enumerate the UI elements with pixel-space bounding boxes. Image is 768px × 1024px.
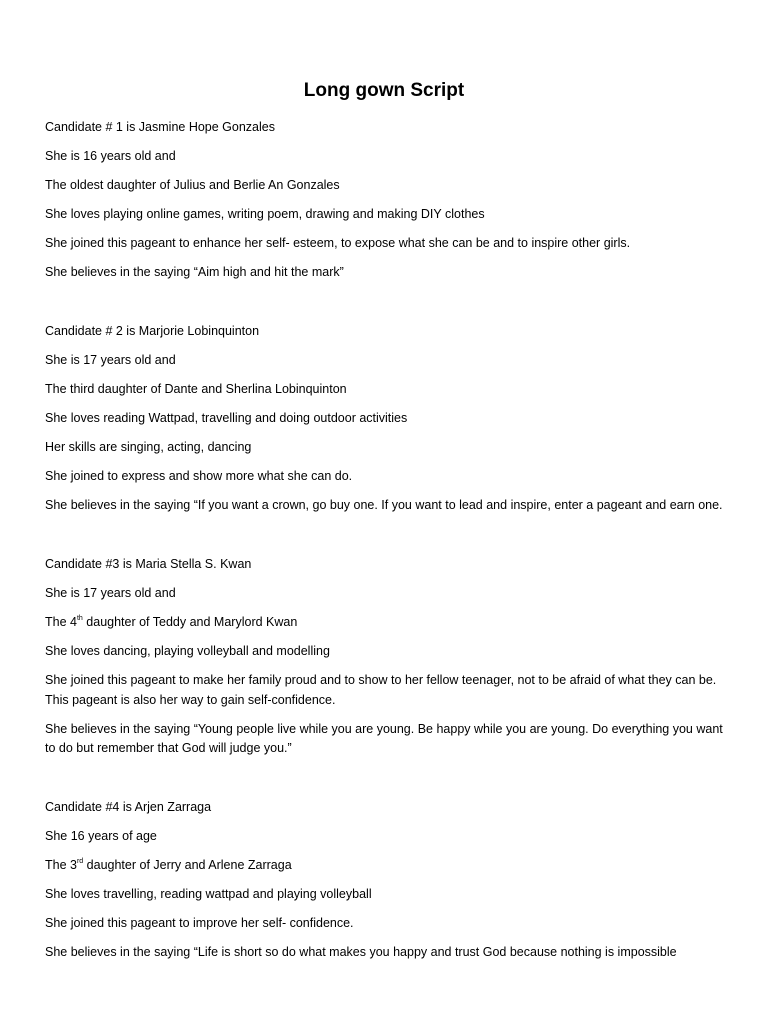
candidate-4-line: She joined this pageant to improve her self- confidence. [45, 916, 354, 930]
candidate-3-line [45, 613, 725, 633]
candidate-2-line: Her skills are singing, acting, dancing [45, 440, 252, 454]
ordinal-number: The 3 [45, 858, 77, 872]
line-remainder: daughter of Jerry and Arlene Zarraga [83, 858, 292, 872]
candidate-2-line: She joined to express and show more what she can do. [45, 469, 353, 483]
candidate-3-line: She loves dancing, playing volleyball and modelling [45, 644, 330, 658]
candidate-4-section [45, 798, 725, 963]
candidate-3-section [45, 555, 725, 759]
page-title: Long gown Script [303, 80, 465, 101]
candidate-1-section [45, 118, 725, 283]
section-gap [45, 292, 725, 322]
ordinal-suffix: th [76, 614, 83, 622]
candidate-4-line: She 16 years of age [45, 829, 157, 843]
candidate-2-line: She loves reading Wattpad, travelling and doing outdoor activities [45, 411, 408, 425]
candidate-1-line: She believes in the saying “Aim high and hit the mark” [45, 265, 344, 279]
section-gap [45, 768, 725, 798]
candidate-4-line: She believes in the saying “Life is short so do what makes you happy and trust God because nothing is impossible [45, 945, 677, 959]
candidate-2-line: Candidate # 2 is Marjorie Lobinquinton [45, 324, 260, 338]
candidate-4-line [45, 856, 725, 876]
candidate-3-line: Candidate #3 is Maria Stella S. Kwan [45, 557, 252, 571]
candidate-1-line: She loves playing online games, writing poem, drawing and making DIY clothes [45, 207, 485, 221]
line-remainder: daughter of Teddy and Marylord Kwan [82, 615, 298, 629]
ordinal-suffix: rd [76, 857, 84, 865]
candidate-3-line: She is 17 years old and [45, 586, 176, 600]
script-body [45, 118, 725, 972]
candidate-2-line: She believes in the saying “If you want a crown, go buy one. If you want to lead and inspire, enter a pageant and earn one. [45, 498, 723, 512]
candidate-2-line: The third daughter of Dante and Sherlina Lobinquinton [45, 382, 347, 396]
candidate-1-line: The oldest daughter of Julius and Berlie An Gonzales [45, 178, 340, 192]
candidate-1-line: She joined this pageant to enhance her self- esteem, to expose what she can be and to inspire other girls. [45, 236, 631, 250]
candidate-2-line: She is 17 years old and [45, 353, 176, 367]
ordinal-number: The 4 [45, 615, 77, 629]
candidate-3-line: She joined this pageant to make her family proud and to show to her fellow teenager, not to be afraid of what they can be. This pageant is also her way to gain self-confidence. [45, 673, 717, 707]
candidate-2-section [45, 322, 725, 516]
section-gap [45, 525, 725, 555]
candidate-1-line: She is 16 years old and [45, 149, 176, 163]
candidate-4-line: Candidate #4 is Arjen Zarraga [45, 800, 212, 814]
candidate-1-line: Candidate # 1 is Jasmine Hope Gonzales [45, 120, 275, 134]
candidate-3-line: She believes in the saying “Young people live while you are young. Be happy while you are young. Do everything you want to do but remember that God will judge you.” [45, 721, 723, 755]
candidate-4-line: She loves travelling, reading wattpad and playing volleyball [45, 887, 372, 901]
